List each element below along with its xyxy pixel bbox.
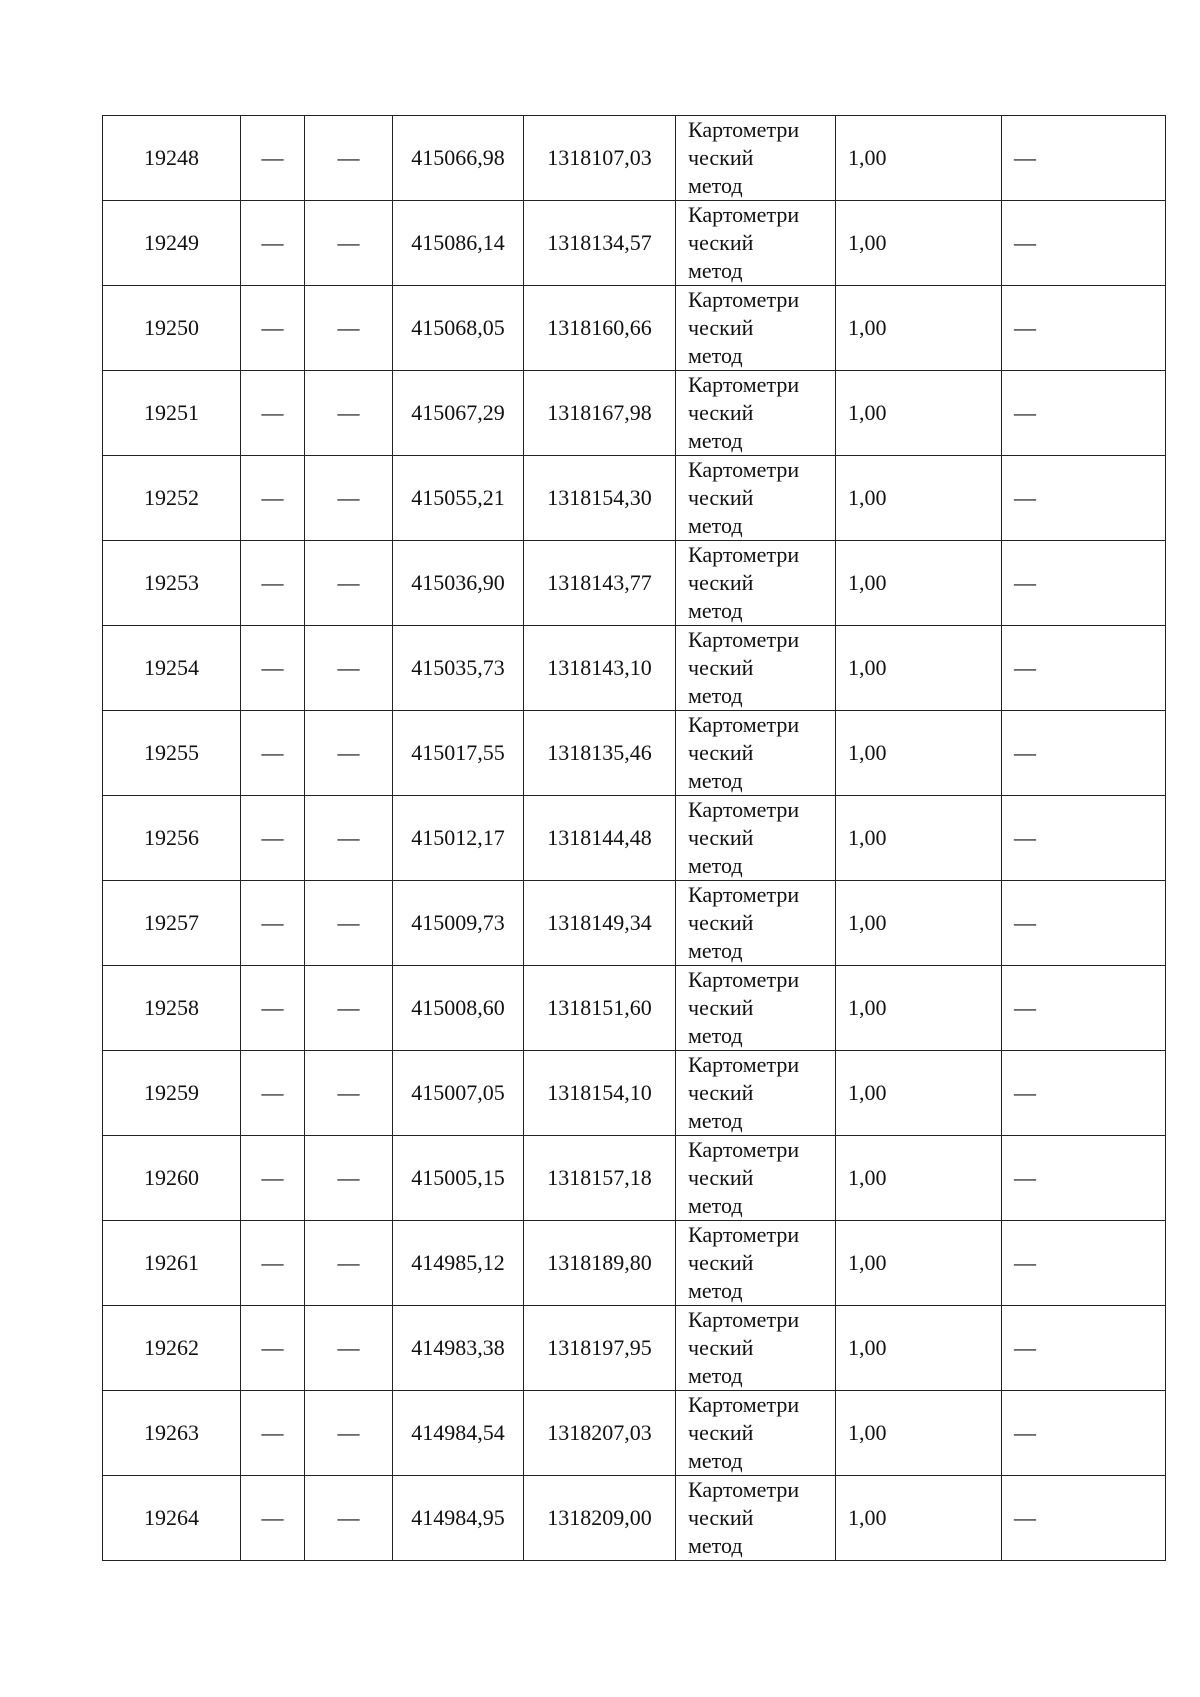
method-cell	[676, 966, 836, 1051]
x-coordinate-cell: 415068,05	[393, 286, 524, 371]
empty-cell: —	[241, 1476, 305, 1561]
table-row	[103, 1051, 1166, 1136]
empty-cell: —	[305, 371, 393, 456]
accuracy-cell: 1,00	[836, 1221, 1002, 1306]
method-cell	[676, 1051, 836, 1136]
x-coordinate-cell: 415017,55	[393, 711, 524, 796]
table-row	[103, 1391, 1166, 1476]
method-text-line: метод	[688, 938, 743, 963]
point-number-cell: 19258	[103, 966, 241, 1051]
table-row	[103, 286, 1166, 371]
accuracy-cell: 1,00	[836, 626, 1002, 711]
method-cell	[676, 371, 836, 456]
empty-cell: —	[241, 541, 305, 626]
point-number-cell: 19254	[103, 626, 241, 711]
point-number-cell: 19255	[103, 711, 241, 796]
point-number-cell: 19264	[103, 1476, 241, 1561]
y-coordinate-cell: 1318154,10	[524, 1051, 676, 1136]
empty-cell: —	[305, 1391, 393, 1476]
y-coordinate-cell: 1318167,98	[524, 371, 676, 456]
empty-cell: —	[305, 1306, 393, 1391]
accuracy-cell: 1,00	[836, 966, 1002, 1051]
method-cell	[676, 626, 836, 711]
method-text-line: ческий	[688, 1335, 754, 1360]
accuracy-cell: 1,00	[836, 711, 1002, 796]
x-coordinate-cell: 415005,15	[393, 1136, 524, 1221]
method-cell	[676, 456, 836, 541]
method-text-line: Картометри	[688, 1052, 800, 1077]
method-text-line: Картометри	[688, 372, 800, 397]
empty-cell: —	[305, 1051, 393, 1136]
description-cell: —	[1002, 626, 1166, 711]
table-row	[103, 1221, 1166, 1306]
table-row	[103, 1476, 1166, 1561]
accuracy-cell: 1,00	[836, 286, 1002, 371]
method-text-line: метод	[688, 598, 743, 623]
y-coordinate-cell: 1318144,48	[524, 796, 676, 881]
y-coordinate-cell: 1318189,80	[524, 1221, 676, 1306]
accuracy-cell: 1,00	[836, 456, 1002, 541]
empty-cell: —	[305, 1476, 393, 1561]
method-text-line: Картометри	[688, 287, 800, 312]
method-text-line: Картометри	[688, 542, 800, 567]
method-text-line: метод	[688, 768, 743, 793]
method-text-line: метод	[688, 1278, 743, 1303]
method-text-line: метод	[688, 1193, 743, 1218]
y-coordinate-cell: 1318135,46	[524, 711, 676, 796]
description-cell: —	[1002, 1476, 1166, 1561]
table-row	[103, 711, 1166, 796]
method-text-line: ческий	[688, 570, 754, 595]
method-text-line: метод	[688, 853, 743, 878]
point-number-cell: 19257	[103, 881, 241, 966]
method-text-line: метод	[688, 258, 743, 283]
description-cell: —	[1002, 541, 1166, 626]
empty-cell: —	[305, 1136, 393, 1221]
method-text-line: метод	[688, 1108, 743, 1133]
method-text-line: метод	[688, 1533, 743, 1558]
empty-cell: —	[305, 116, 393, 201]
method-cell	[676, 116, 836, 201]
x-coordinate-cell: 414985,12	[393, 1221, 524, 1306]
empty-cell: —	[241, 456, 305, 541]
description-cell: —	[1002, 966, 1166, 1051]
table-row	[103, 201, 1166, 286]
method-text-line: Картометри	[688, 202, 800, 227]
x-coordinate-cell: 415035,73	[393, 626, 524, 711]
method-cell	[676, 1476, 836, 1561]
method-cell	[676, 1306, 836, 1391]
method-text-line: ческий	[688, 740, 754, 765]
empty-cell: —	[241, 1221, 305, 1306]
table-row	[103, 966, 1166, 1051]
description-cell: —	[1002, 201, 1166, 286]
method-text-line: метод	[688, 1363, 743, 1388]
method-text-line: ческий	[688, 655, 754, 680]
x-coordinate-cell: 415008,60	[393, 966, 524, 1051]
accuracy-cell: 1,00	[836, 1051, 1002, 1136]
description-cell: —	[1002, 881, 1166, 966]
point-number-cell: 19249	[103, 201, 241, 286]
empty-cell: —	[241, 371, 305, 456]
x-coordinate-cell: 415055,21	[393, 456, 524, 541]
point-number-cell: 19263	[103, 1391, 241, 1476]
point-number-cell: 19252	[103, 456, 241, 541]
x-coordinate-cell: 415086,14	[393, 201, 524, 286]
method-text-line: метод	[688, 513, 743, 538]
description-cell: —	[1002, 796, 1166, 881]
method-text-line: Картометри	[688, 1307, 800, 1332]
table-row	[103, 626, 1166, 711]
empty-cell: —	[241, 796, 305, 881]
empty-cell: —	[305, 626, 393, 711]
accuracy-cell: 1,00	[836, 796, 1002, 881]
description-cell: —	[1002, 1051, 1166, 1136]
method-text-line: ческий	[688, 1420, 754, 1445]
y-coordinate-cell: 1318143,10	[524, 626, 676, 711]
x-coordinate-cell: 415036,90	[393, 541, 524, 626]
table-row	[103, 1136, 1166, 1221]
method-text-line: метод	[688, 683, 743, 708]
point-number-cell: 19253	[103, 541, 241, 626]
y-coordinate-cell: 1318197,95	[524, 1306, 676, 1391]
y-coordinate-cell: 1318143,77	[524, 541, 676, 626]
empty-cell: —	[241, 116, 305, 201]
method-text-line: Картометри	[688, 712, 800, 737]
method-cell	[676, 1391, 836, 1476]
accuracy-cell: 1,00	[836, 541, 1002, 626]
y-coordinate-cell: 1318149,34	[524, 881, 676, 966]
method-text-line: Картометри	[688, 1477, 800, 1502]
method-cell	[676, 711, 836, 796]
method-cell	[676, 286, 836, 371]
empty-cell: —	[241, 286, 305, 371]
point-number-cell: 19248	[103, 116, 241, 201]
empty-cell: —	[241, 626, 305, 711]
y-coordinate-cell: 1318160,66	[524, 286, 676, 371]
table-row	[103, 881, 1166, 966]
method-cell	[676, 201, 836, 286]
empty-cell: —	[241, 881, 305, 966]
description-cell: —	[1002, 286, 1166, 371]
x-coordinate-cell: 414984,95	[393, 1476, 524, 1561]
method-cell	[676, 1221, 836, 1306]
method-text-line: Картометри	[688, 1137, 800, 1162]
x-coordinate-cell: 414983,38	[393, 1306, 524, 1391]
point-number-cell: 19259	[103, 1051, 241, 1136]
method-text-line: метод	[688, 1448, 743, 1473]
method-text-line: ческий	[688, 485, 754, 510]
accuracy-cell: 1,00	[836, 881, 1002, 966]
method-text-line: ческий	[688, 315, 754, 340]
empty-cell: —	[241, 1306, 305, 1391]
method-text-line: ческий	[688, 1080, 754, 1105]
point-number-cell: 19260	[103, 1136, 241, 1221]
table-row	[103, 1306, 1166, 1391]
point-number-cell: 19256	[103, 796, 241, 881]
y-coordinate-cell: 1318107,03	[524, 116, 676, 201]
x-coordinate-cell: 414984,54	[393, 1391, 524, 1476]
method-text-line: Картометри	[688, 797, 800, 822]
table-row	[103, 796, 1166, 881]
empty-cell: —	[305, 881, 393, 966]
method-text-line: Картометри	[688, 627, 800, 652]
empty-cell: —	[305, 711, 393, 796]
empty-cell: —	[305, 201, 393, 286]
method-text-line: метод	[688, 343, 743, 368]
empty-cell: —	[305, 1221, 393, 1306]
method-cell	[676, 1136, 836, 1221]
table-row	[103, 371, 1166, 456]
y-coordinate-cell: 1318157,18	[524, 1136, 676, 1221]
point-number-cell: 19261	[103, 1221, 241, 1306]
empty-cell: —	[305, 966, 393, 1051]
x-coordinate-cell: 415007,05	[393, 1051, 524, 1136]
method-cell	[676, 796, 836, 881]
accuracy-cell: 1,00	[836, 1136, 1002, 1221]
description-cell: —	[1002, 711, 1166, 796]
empty-cell: —	[305, 456, 393, 541]
method-text-line: метод	[688, 173, 743, 198]
method-text-line: ческий	[688, 825, 754, 850]
method-cell	[676, 541, 836, 626]
empty-cell: —	[241, 1136, 305, 1221]
x-coordinate-cell: 415066,98	[393, 116, 524, 201]
empty-cell: —	[241, 1391, 305, 1476]
method-text-line: метод	[688, 428, 743, 453]
method-text-line: ческий	[688, 230, 754, 255]
method-text-line: Картометри	[688, 457, 800, 482]
method-text-line: ческий	[688, 400, 754, 425]
accuracy-cell: 1,00	[836, 1306, 1002, 1391]
description-cell: —	[1002, 456, 1166, 541]
empty-cell: —	[305, 541, 393, 626]
point-number-cell: 19250	[103, 286, 241, 371]
x-coordinate-cell: 415067,29	[393, 371, 524, 456]
empty-cell: —	[241, 711, 305, 796]
table-row	[103, 116, 1166, 201]
description-cell: —	[1002, 116, 1166, 201]
method-text-line: Картометри	[688, 1222, 800, 1247]
accuracy-cell: 1,00	[836, 1391, 1002, 1476]
empty-cell: —	[241, 201, 305, 286]
empty-cell: —	[241, 966, 305, 1051]
accuracy-cell: 1,00	[836, 116, 1002, 201]
description-cell: —	[1002, 371, 1166, 456]
method-text-line: ческий	[688, 1165, 754, 1190]
method-text-line: Картометри	[688, 967, 800, 992]
empty-cell: —	[305, 286, 393, 371]
accuracy-cell: 1,00	[836, 201, 1002, 286]
description-cell: —	[1002, 1136, 1166, 1221]
method-cell	[676, 881, 836, 966]
y-coordinate-cell: 1318151,60	[524, 966, 676, 1051]
method-text-line: Картометри	[688, 1392, 800, 1417]
table-row	[103, 541, 1166, 626]
method-text-line: метод	[688, 1023, 743, 1048]
empty-cell: —	[305, 796, 393, 881]
method-text-line: Картометри	[688, 882, 800, 907]
method-text-line: ческий	[688, 910, 754, 935]
y-coordinate-cell: 1318154,30	[524, 456, 676, 541]
x-coordinate-cell: 415012,17	[393, 796, 524, 881]
x-coordinate-cell: 415009,73	[393, 881, 524, 966]
method-text-line: ческий	[688, 145, 754, 170]
description-cell: —	[1002, 1391, 1166, 1476]
accuracy-cell: 1,00	[836, 371, 1002, 456]
coordinates-table-body	[103, 116, 1166, 1561]
method-text-line: ческий	[688, 1505, 754, 1530]
description-cell: —	[1002, 1221, 1166, 1306]
table-row	[103, 456, 1166, 541]
y-coordinate-cell: 1318209,00	[524, 1476, 676, 1561]
point-number-cell: 19262	[103, 1306, 241, 1391]
y-coordinate-cell: 1318134,57	[524, 201, 676, 286]
empty-cell: —	[241, 1051, 305, 1136]
accuracy-cell: 1,00	[836, 1476, 1002, 1561]
coordinates-table	[102, 115, 1166, 1561]
point-number-cell: 19251	[103, 371, 241, 456]
method-text-line: Картометри	[688, 117, 800, 142]
method-text-line: ческий	[688, 1250, 754, 1275]
method-text-line: ческий	[688, 995, 754, 1020]
description-cell: —	[1002, 1306, 1166, 1391]
y-coordinate-cell: 1318207,03	[524, 1391, 676, 1476]
